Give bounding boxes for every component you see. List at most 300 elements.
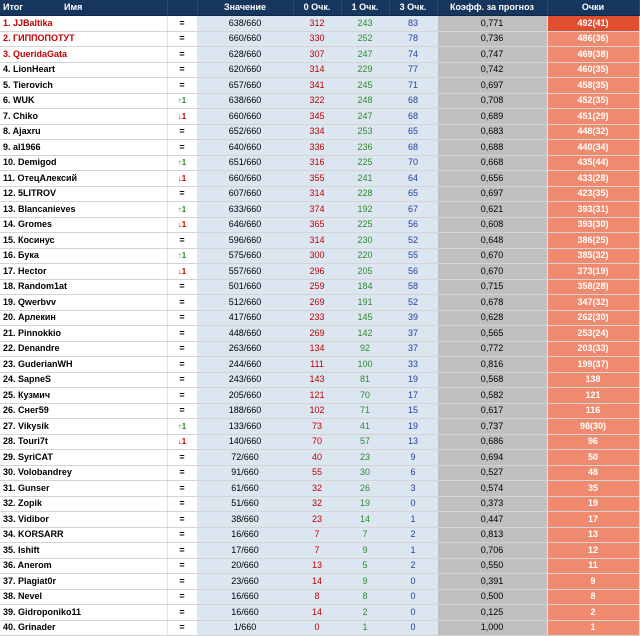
- points-cell: 121: [547, 388, 639, 404]
- value-cell: 628/660: [197, 47, 293, 63]
- three-points-cell: 74: [389, 47, 437, 63]
- one-point-cell: 8: [341, 589, 389, 605]
- zero-points-cell: 14: [293, 605, 341, 621]
- value-cell: 657/660: [197, 78, 293, 94]
- one-point-cell: 230: [341, 233, 389, 249]
- table-row: [0, 93, 639, 109]
- zero-points-cell: 365: [293, 217, 341, 233]
- points-cell: 486(36): [547, 31, 639, 47]
- value-cell: 133/660: [197, 419, 293, 435]
- three-points-cell: 1: [389, 512, 437, 528]
- coef-cell: 0,715: [437, 279, 547, 295]
- trend-indicator: =: [167, 62, 197, 78]
- three-points-cell: 19: [389, 372, 437, 388]
- one-point-cell: 142: [341, 326, 389, 342]
- trend-indicator: =: [167, 357, 197, 373]
- zero-points-cell: 121: [293, 388, 341, 404]
- player-name: 14. Gromes: [0, 217, 167, 233]
- trend-indicator: =: [167, 496, 197, 512]
- value-cell: 243/660: [197, 372, 293, 388]
- table-row: [0, 264, 639, 280]
- zero-points-cell: 312: [293, 16, 341, 32]
- points-cell: 98(30): [547, 419, 639, 435]
- one-point-cell: 7: [341, 527, 389, 543]
- value-cell: 660/660: [197, 109, 293, 125]
- trend-indicator: =: [167, 372, 197, 388]
- coef-cell: 0,391: [437, 574, 547, 590]
- zero-points-cell: 32: [293, 481, 341, 497]
- trend-indicator: =: [167, 543, 197, 559]
- zero-points-cell: 296: [293, 264, 341, 280]
- zero-points-cell: 314: [293, 233, 341, 249]
- header-trend: [167, 0, 197, 16]
- trend-indicator: =: [167, 527, 197, 543]
- table-row: [0, 109, 639, 125]
- one-point-cell: 57: [341, 434, 389, 450]
- zero-points-cell: 269: [293, 326, 341, 342]
- one-point-cell: 71: [341, 403, 389, 419]
- three-points-cell: 9: [389, 450, 437, 466]
- trend-indicator: ↑1: [167, 202, 197, 218]
- one-point-cell: 23: [341, 450, 389, 466]
- coef-cell: 0,772: [437, 341, 547, 357]
- three-points-cell: 68: [389, 140, 437, 156]
- points-cell: 50: [547, 450, 639, 466]
- table-row: [0, 217, 639, 233]
- zero-points-cell: 0: [293, 620, 341, 636]
- value-cell: 448/660: [197, 326, 293, 342]
- trend-indicator: =: [167, 589, 197, 605]
- trend-indicator: =: [167, 465, 197, 481]
- table-row: [0, 620, 639, 636]
- player-name: 17. Hector: [0, 264, 167, 280]
- table-row: [0, 202, 639, 218]
- value-cell: 23/660: [197, 574, 293, 590]
- three-points-cell: 77: [389, 62, 437, 78]
- player-name: 22. Denandre: [0, 341, 167, 357]
- trend-indicator: =: [167, 620, 197, 636]
- value-cell: 512/660: [197, 295, 293, 311]
- zero-points-cell: 259: [293, 279, 341, 295]
- player-name: 37. Plagiat0r: [0, 574, 167, 590]
- value-cell: 16/660: [197, 605, 293, 621]
- one-point-cell: 252: [341, 31, 389, 47]
- header-points: Очки: [547, 0, 639, 16]
- points-cell: 452(35): [547, 93, 639, 109]
- trend-indicator: =: [167, 186, 197, 202]
- value-cell: 72/660: [197, 450, 293, 466]
- coef-cell: 0,688: [437, 140, 547, 156]
- trend-indicator: =: [167, 403, 197, 419]
- points-cell: 35: [547, 481, 639, 497]
- one-point-cell: 220: [341, 248, 389, 264]
- value-cell: 620/660: [197, 62, 293, 78]
- trend-indicator: =: [167, 450, 197, 466]
- player-name: 33. Vidibor: [0, 512, 167, 528]
- header-value: Значение: [197, 0, 293, 16]
- trend-indicator: =: [167, 326, 197, 342]
- table-row: [0, 527, 639, 543]
- zero-points-cell: 355: [293, 171, 341, 187]
- value-cell: 16/660: [197, 589, 293, 605]
- coef-cell: 0,678: [437, 295, 547, 311]
- value-cell: 38/660: [197, 512, 293, 528]
- value-cell: 607/660: [197, 186, 293, 202]
- points-cell: 203(33): [547, 341, 639, 357]
- one-point-cell: 225: [341, 155, 389, 171]
- coef-cell: 0,628: [437, 310, 547, 326]
- player-name: 10. Demigod: [0, 155, 167, 171]
- zero-points-cell: 32: [293, 496, 341, 512]
- one-point-cell: 70: [341, 388, 389, 404]
- trend-indicator: ↑1: [167, 93, 197, 109]
- value-cell: 17/660: [197, 543, 293, 559]
- points-cell: 435(44): [547, 155, 639, 171]
- points-cell: 9: [547, 574, 639, 590]
- player-name: 28. Touri7t: [0, 434, 167, 450]
- zero-points-cell: 111: [293, 357, 341, 373]
- points-cell: 393(31): [547, 202, 639, 218]
- table-row: [0, 372, 639, 388]
- player-name: 11. ОтецАлексий: [0, 171, 167, 187]
- table-row: [0, 310, 639, 326]
- zero-points-cell: 134: [293, 341, 341, 357]
- three-points-cell: 37: [389, 341, 437, 357]
- three-points-cell: 13: [389, 434, 437, 450]
- one-point-cell: 225: [341, 217, 389, 233]
- zero-points-cell: 341: [293, 78, 341, 94]
- trend-indicator: ↓1: [167, 109, 197, 125]
- player-name: 13. Blancanieves: [0, 202, 167, 218]
- trend-indicator: =: [167, 574, 197, 590]
- player-name: 3. QueridaGata: [0, 47, 167, 63]
- one-point-cell: 14: [341, 512, 389, 528]
- table-row: [0, 574, 639, 590]
- three-points-cell: 1: [389, 543, 437, 559]
- three-points-cell: 56: [389, 264, 437, 280]
- table-row: [0, 186, 639, 202]
- one-point-cell: 228: [341, 186, 389, 202]
- coef-cell: 0,617: [437, 403, 547, 419]
- points-cell: 8: [547, 589, 639, 605]
- points-cell: 440(34): [547, 140, 639, 156]
- trend-indicator: =: [167, 31, 197, 47]
- table-row: [0, 434, 639, 450]
- player-name: 34. KORSARR: [0, 527, 167, 543]
- one-point-cell: 19: [341, 496, 389, 512]
- zero-points-cell: 13: [293, 558, 341, 574]
- player-name: 16. Бука: [0, 248, 167, 264]
- coef-cell: 0,670: [437, 264, 547, 280]
- player-name: 18. Random1at: [0, 279, 167, 295]
- table-row: [0, 357, 639, 373]
- trend-indicator: =: [167, 47, 197, 63]
- player-name: 30. Volobandrey: [0, 465, 167, 481]
- coef-cell: 0,689: [437, 109, 547, 125]
- three-points-cell: 15: [389, 403, 437, 419]
- trend-indicator: =: [167, 279, 197, 295]
- player-name: 21. Pinnokkio: [0, 326, 167, 342]
- trend-indicator: =: [167, 295, 197, 311]
- table-row: [0, 279, 639, 295]
- coef-cell: 1,000: [437, 620, 547, 636]
- value-cell: 188/660: [197, 403, 293, 419]
- points-cell: 433(28): [547, 171, 639, 187]
- table-row: [0, 605, 639, 621]
- table-row: [0, 248, 639, 264]
- one-point-cell: 26: [341, 481, 389, 497]
- trend-indicator: =: [167, 558, 197, 574]
- points-cell: 492(41): [547, 16, 639, 32]
- coef-cell: 0,648: [437, 233, 547, 249]
- three-points-cell: 19: [389, 419, 437, 435]
- three-points-cell: 67: [389, 202, 437, 218]
- zero-points-cell: 334: [293, 124, 341, 140]
- zero-points-cell: 233: [293, 310, 341, 326]
- coef-cell: 0,656: [437, 171, 547, 187]
- zero-points-cell: 14: [293, 574, 341, 590]
- three-points-cell: 70: [389, 155, 437, 171]
- coef-cell: 0,706: [437, 543, 547, 559]
- one-point-cell: 1: [341, 620, 389, 636]
- three-points-cell: 83: [389, 16, 437, 32]
- header-zero: 0 Очк.: [293, 0, 341, 16]
- three-points-cell: 68: [389, 109, 437, 125]
- table-row: [0, 155, 639, 171]
- zero-points-cell: 70: [293, 434, 341, 450]
- table-row: [0, 16, 639, 32]
- player-name: 7. Chiko: [0, 109, 167, 125]
- three-points-cell: 65: [389, 124, 437, 140]
- player-name: 26. Снег59: [0, 403, 167, 419]
- one-point-cell: 191: [341, 295, 389, 311]
- coef-cell: 0,736: [437, 31, 547, 47]
- zero-points-cell: 7: [293, 527, 341, 543]
- points-cell: 347(32): [547, 295, 639, 311]
- one-point-cell: 41: [341, 419, 389, 435]
- header-row: [0, 0, 639, 16]
- zero-points-cell: 314: [293, 186, 341, 202]
- coef-cell: 0,608: [437, 217, 547, 233]
- value-cell: 263/660: [197, 341, 293, 357]
- coef-cell: 0,747: [437, 47, 547, 63]
- table-row: [0, 47, 639, 63]
- value-cell: 417/660: [197, 310, 293, 326]
- player-name: 38. Nevel: [0, 589, 167, 605]
- three-points-cell: 0: [389, 574, 437, 590]
- header-itog-name: [0, 0, 167, 16]
- points-cell: 460(35): [547, 62, 639, 78]
- table-row: [0, 388, 639, 404]
- trend-indicator: =: [167, 605, 197, 621]
- trend-indicator: ↑1: [167, 155, 197, 171]
- points-cell: 393(30): [547, 217, 639, 233]
- three-points-cell: 65: [389, 186, 437, 202]
- three-points-cell: 0: [389, 620, 437, 636]
- points-cell: 253(24): [547, 326, 639, 342]
- one-point-cell: 243: [341, 16, 389, 32]
- one-point-cell: 205: [341, 264, 389, 280]
- table-row: [0, 419, 639, 435]
- zero-points-cell: 55: [293, 465, 341, 481]
- value-cell: 575/660: [197, 248, 293, 264]
- player-name: 9. al1966: [0, 140, 167, 156]
- value-cell: 61/660: [197, 481, 293, 497]
- zero-points-cell: 143: [293, 372, 341, 388]
- player-name: 19. Qwerbvv: [0, 295, 167, 311]
- trend-indicator: =: [167, 140, 197, 156]
- three-points-cell: 37: [389, 326, 437, 342]
- player-name: 1. JJBaltika: [0, 16, 167, 32]
- value-cell: 640/660: [197, 140, 293, 156]
- zero-points-cell: 316: [293, 155, 341, 171]
- points-cell: 12: [547, 543, 639, 559]
- table-row: [0, 589, 639, 605]
- three-points-cell: 6: [389, 465, 437, 481]
- coef-cell: 0,125: [437, 605, 547, 621]
- points-cell: 17: [547, 512, 639, 528]
- one-point-cell: 192: [341, 202, 389, 218]
- coef-cell: 0,550: [437, 558, 547, 574]
- trend-indicator: ↑1: [167, 248, 197, 264]
- value-cell: 205/660: [197, 388, 293, 404]
- zero-points-cell: 322: [293, 93, 341, 109]
- one-point-cell: 100: [341, 357, 389, 373]
- player-name: 5. Tierovich: [0, 78, 167, 94]
- one-point-cell: 92: [341, 341, 389, 357]
- player-name: 8. Ajaxru: [0, 124, 167, 140]
- trend-indicator: =: [167, 388, 197, 404]
- zero-points-cell: 73: [293, 419, 341, 435]
- three-points-cell: 68: [389, 93, 437, 109]
- trend-indicator: =: [167, 310, 197, 326]
- trend-indicator: ↓1: [167, 217, 197, 233]
- one-point-cell: 184: [341, 279, 389, 295]
- table-row: [0, 31, 639, 47]
- three-points-cell: 58: [389, 279, 437, 295]
- value-cell: 638/660: [197, 93, 293, 109]
- zero-points-cell: 102: [293, 403, 341, 419]
- player-name: 39. Gidroponiko11: [0, 605, 167, 621]
- table-row: [0, 78, 639, 94]
- table-row: [0, 543, 639, 559]
- points-cell: 448(32): [547, 124, 639, 140]
- trend-indicator: ↓1: [167, 264, 197, 280]
- table-row: [0, 62, 639, 78]
- zero-points-cell: 307: [293, 47, 341, 63]
- three-points-cell: 56: [389, 217, 437, 233]
- coef-cell: 0,670: [437, 248, 547, 264]
- coef-cell: 0,737: [437, 419, 547, 435]
- trend-indicator: =: [167, 512, 197, 528]
- trend-indicator: =: [167, 78, 197, 94]
- table-row: [0, 295, 639, 311]
- trend-indicator: ↓1: [167, 171, 197, 187]
- points-cell: 116: [547, 403, 639, 419]
- value-cell: 660/660: [197, 31, 293, 47]
- trend-indicator: ↓1: [167, 434, 197, 450]
- player-name: 6. WUK: [0, 93, 167, 109]
- one-point-cell: 30: [341, 465, 389, 481]
- player-name: 2. ГИППОПОТУТ: [0, 31, 167, 47]
- three-points-cell: 39: [389, 310, 437, 326]
- coef-cell: 0,816: [437, 357, 547, 373]
- one-point-cell: 145: [341, 310, 389, 326]
- zero-points-cell: 40: [293, 450, 341, 466]
- coef-cell: 0,447: [437, 512, 547, 528]
- coef-cell: 0,668: [437, 155, 547, 171]
- trend-indicator: =: [167, 16, 197, 32]
- points-cell: 11: [547, 558, 639, 574]
- three-points-cell: 0: [389, 605, 437, 621]
- coef-cell: 0,621: [437, 202, 547, 218]
- player-name: 25. Кузмич: [0, 388, 167, 404]
- one-point-cell: 5: [341, 558, 389, 574]
- value-cell: 244/660: [197, 357, 293, 373]
- one-point-cell: 81: [341, 372, 389, 388]
- coef-cell: 0,686: [437, 434, 547, 450]
- zero-points-cell: 345: [293, 109, 341, 125]
- trend-indicator: =: [167, 233, 197, 249]
- one-point-cell: 229: [341, 62, 389, 78]
- value-cell: 633/660: [197, 202, 293, 218]
- three-points-cell: 17: [389, 388, 437, 404]
- points-cell: 96: [547, 434, 639, 450]
- table-row: [0, 341, 639, 357]
- coef-cell: 0,683: [437, 124, 547, 140]
- points-cell: 469(38): [547, 47, 639, 63]
- value-cell: 660/660: [197, 171, 293, 187]
- points-cell: 48: [547, 465, 639, 481]
- player-name: 12. 5LITROV: [0, 186, 167, 202]
- points-cell: 138: [547, 372, 639, 388]
- coef-cell: 0,373: [437, 496, 547, 512]
- zero-points-cell: 374: [293, 202, 341, 218]
- one-point-cell: 2: [341, 605, 389, 621]
- points-cell: 423(35): [547, 186, 639, 202]
- header-three: 3 Очк.: [389, 0, 437, 16]
- trend-indicator: =: [167, 341, 197, 357]
- coef-cell: 0,694: [437, 450, 547, 466]
- three-points-cell: 78: [389, 31, 437, 47]
- one-point-cell: 248: [341, 93, 389, 109]
- three-points-cell: 64: [389, 171, 437, 187]
- trend-indicator: ↑1: [167, 419, 197, 435]
- zero-points-cell: 314: [293, 62, 341, 78]
- coef-cell: 0,574: [437, 481, 547, 497]
- coef-cell: 0,500: [437, 589, 547, 605]
- value-cell: 16/660: [197, 527, 293, 543]
- table-row: [0, 450, 639, 466]
- value-cell: 596/660: [197, 233, 293, 249]
- value-cell: 20/660: [197, 558, 293, 574]
- one-point-cell: 247: [341, 47, 389, 63]
- value-cell: 140/660: [197, 434, 293, 450]
- coef-cell: 0,568: [437, 372, 547, 388]
- player-name: 15. Косинус: [0, 233, 167, 249]
- header-one: 1 Очк.: [341, 0, 389, 16]
- value-cell: 557/660: [197, 264, 293, 280]
- zero-points-cell: 300: [293, 248, 341, 264]
- coef-cell: 0,813: [437, 527, 547, 543]
- player-name: 20. Арлекин: [0, 310, 167, 326]
- points-cell: 13: [547, 527, 639, 543]
- coef-cell: 0,697: [437, 78, 547, 94]
- table-row: [0, 233, 639, 249]
- header-name: Имя: [64, 2, 83, 12]
- points-cell: 386(25): [547, 233, 639, 249]
- three-points-cell: 3: [389, 481, 437, 497]
